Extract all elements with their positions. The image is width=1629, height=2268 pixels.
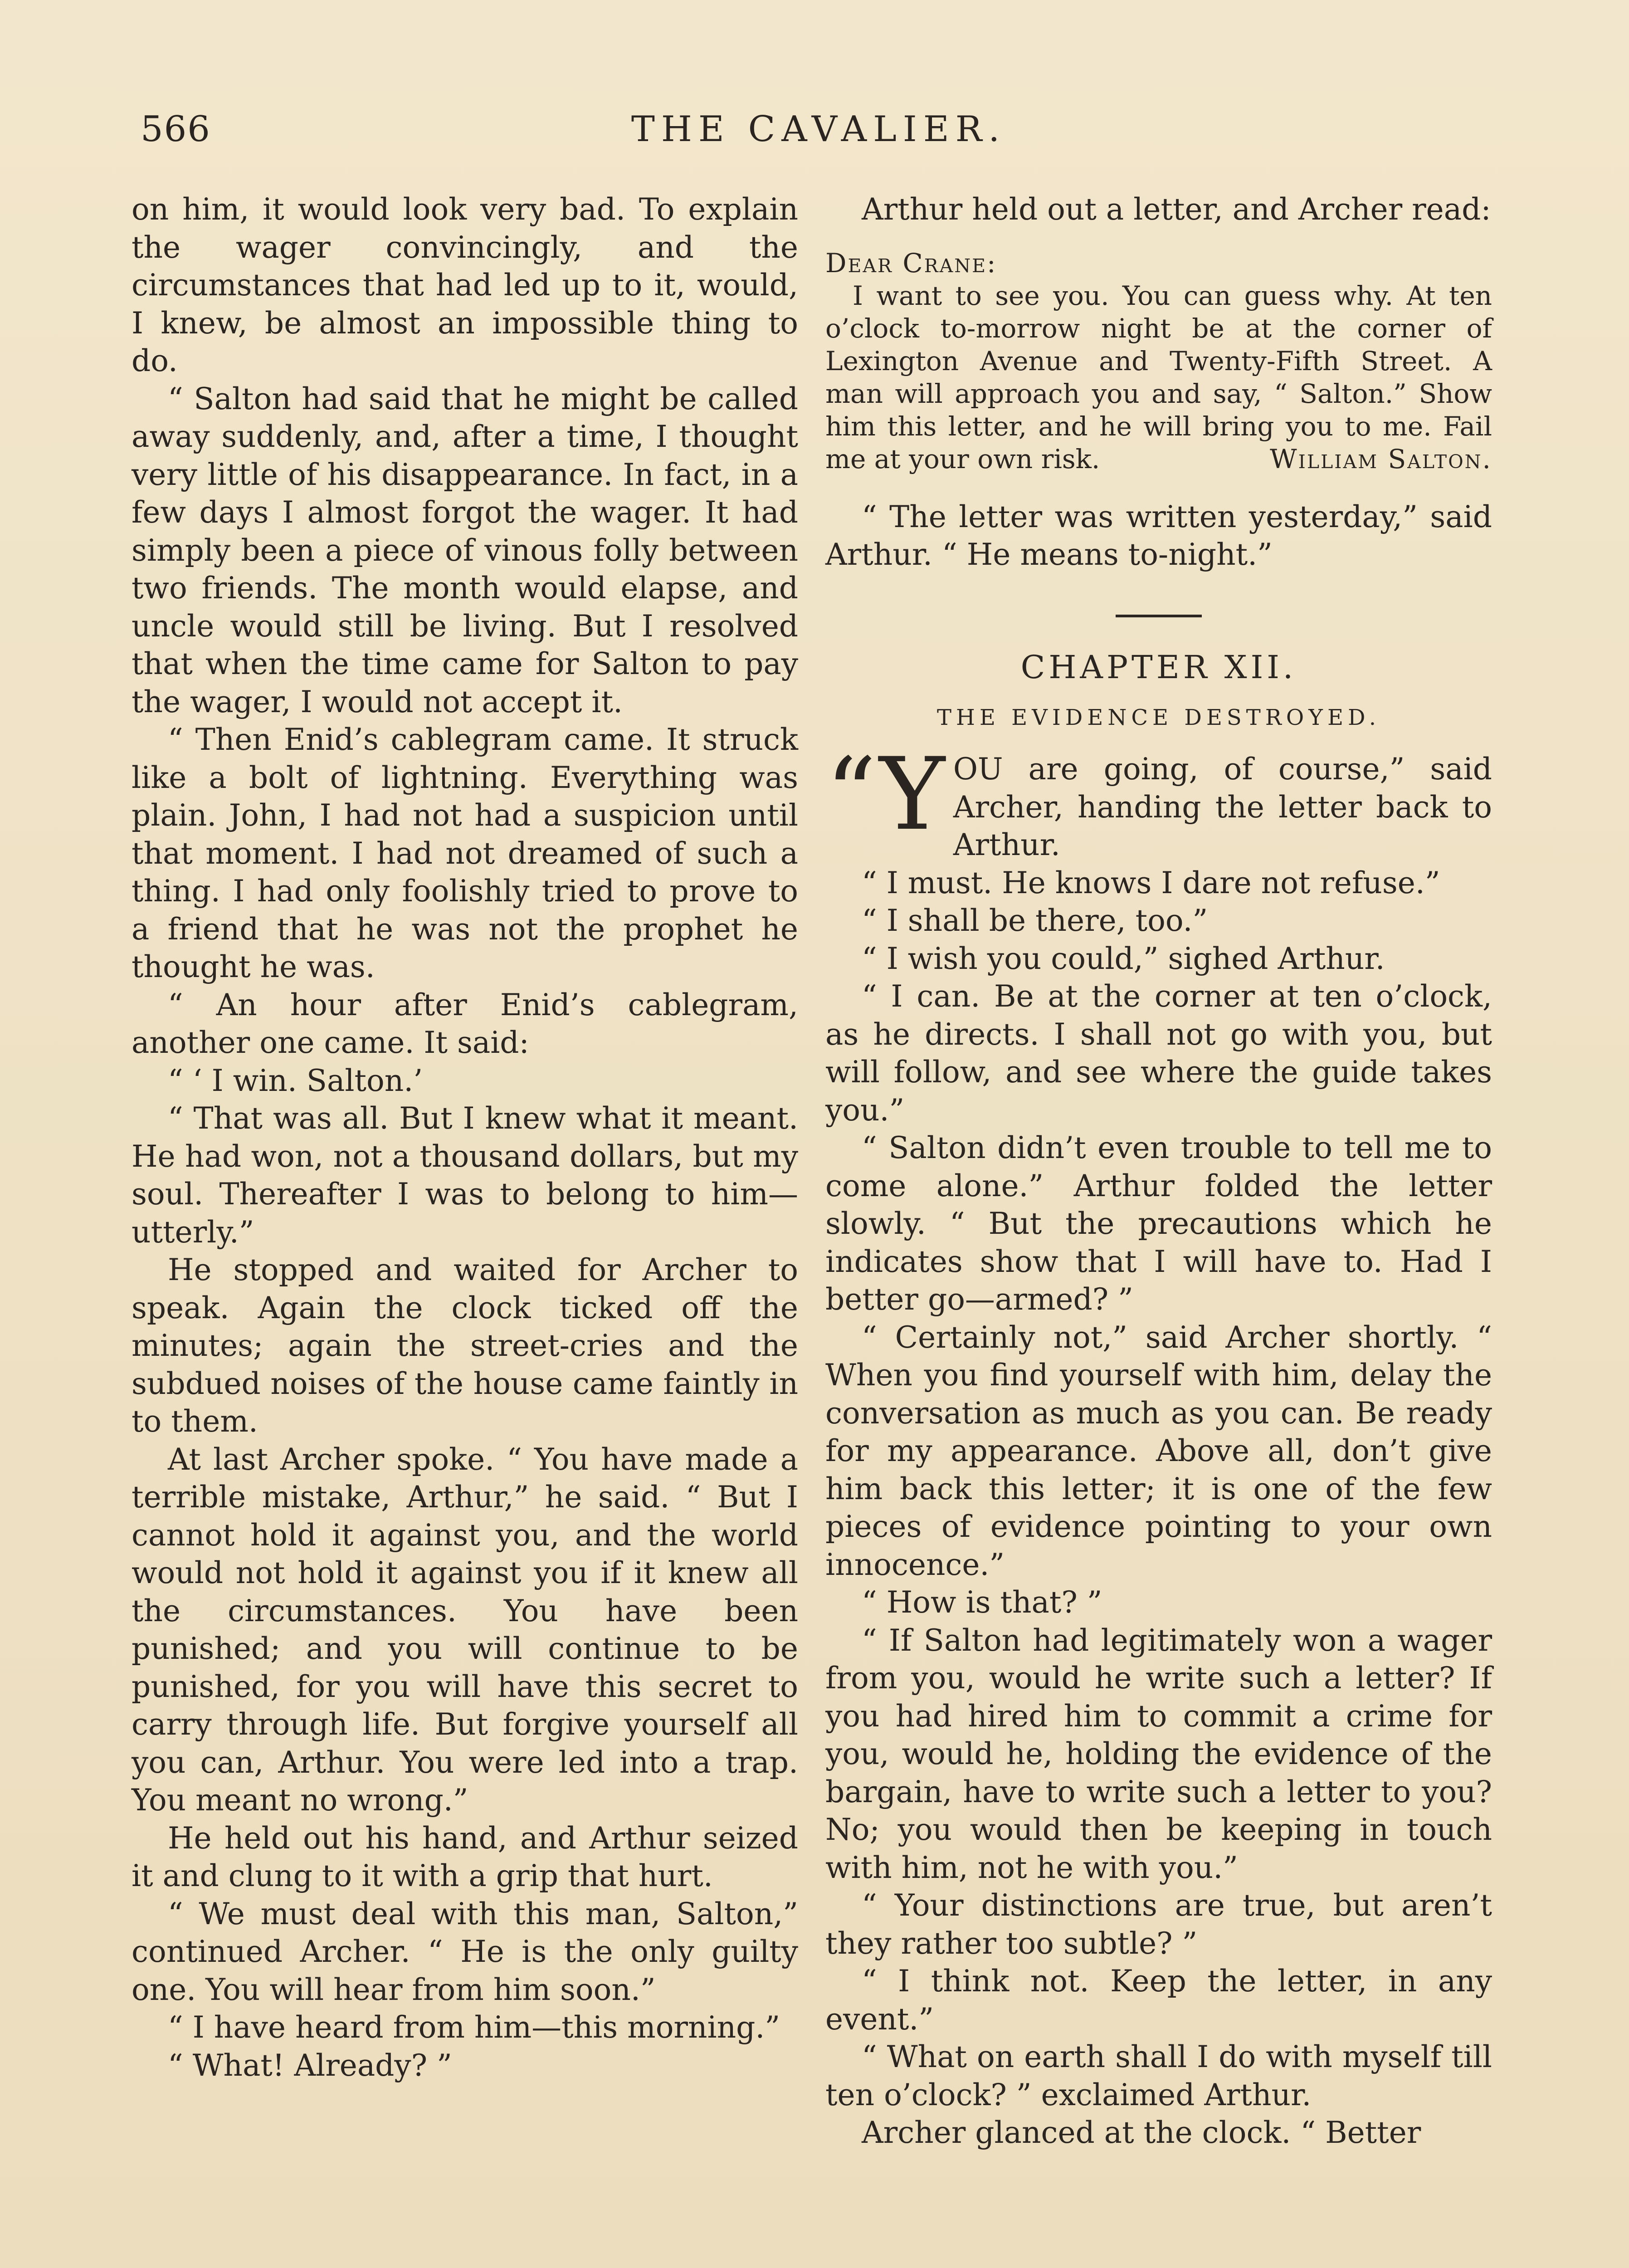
page-number: 566 bbox=[141, 109, 211, 150]
drop-cap: “Y bbox=[825, 736, 945, 852]
paragraph: “ Certainly not,” said Archer shortly. “ When you find yourself with him, delay the conversation as much as you can. Be ready for my appearance. Above all, don’t give him back this letter; it is one of the few pieces of evidence pointing to your own innocence.” bbox=[825, 1320, 1492, 1582]
paragraph: He held out his hand, and Arthur seized it and clung to it with a grip that hurt. bbox=[132, 1820, 798, 1893]
paragraph: He stopped and waited for Archer to speak. Again the clock ticked off the minutes; again the street-cries and the subdued noises of the house came faintly in to them. bbox=[132, 1252, 798, 1439]
letter-block bbox=[825, 247, 1492, 475]
chapter-subtitle: THE EVIDENCE DESTROYED. bbox=[936, 704, 1381, 730]
paragraph: “ Salton didn’t even trouble to tell me to come alone.” Arthur folded the letter slowly. “ But the precautions which he indicates show that I will have to. Had I better go—armed? ” bbox=[825, 1130, 1492, 1317]
paragraph: “ If Salton had legitimately won a wager from you, would he write such a letter? If you had hired him to commit a crime for you, would he, holding the evidence of the bargain, have to write such a letter to you? No; you would then be keeping in touch with him, not he with you.” bbox=[825, 1623, 1492, 1885]
paragraph: “ What! Already? ” bbox=[168, 2048, 452, 2083]
chapter-opening bbox=[825, 736, 1492, 864]
running-title: THE CAVALIER. bbox=[631, 109, 1006, 150]
paragraph: “ I shall be there, too.” bbox=[862, 903, 1208, 938]
paragraph: “ We must deal with this man, Salton,” continued Archer. “ He is the only guilty one. You will hear from him soon.” bbox=[132, 1896, 798, 2007]
letter-salutation: Dear Crane: bbox=[825, 247, 997, 279]
paragraph: on him, it would look very bad. To explain the wager convincingly, and the circumstances that had led up to it, would, I knew, be almost an impossible thing to do. bbox=[132, 192, 798, 378]
paragraph: OU are going, of course,” said Archer, handing the letter back to Arthur. bbox=[953, 752, 1492, 862]
section-divider bbox=[1116, 615, 1202, 617]
paragraph: “ An hour after Enid’s cablegram, another one came. It said: bbox=[132, 987, 798, 1060]
right-column bbox=[825, 191, 1492, 2152]
chapter-heading: CHAPTER XII. bbox=[1020, 648, 1297, 686]
page-header bbox=[141, 109, 1497, 163]
paragraph: Archer glanced at the clock. “ Better bbox=[862, 2115, 1421, 2150]
paragraph: “ How is that? ” bbox=[862, 1585, 1102, 1620]
letter-body: I want to see you. You can guess why. At ten o’clock to-morrow night be at the corner of Lexington Avenue and Twenty-Fifth Street. A man will approach you and say, “ Salton.” Show him this letter, and he will bring you to me. Fail me at your own risk. bbox=[825, 280, 1492, 474]
paragraph: “ Salton had said that he might be called away suddenly, and, after a time, I thought very little of his disappearance. In fact, in a few days I almost forgot the wager. It had simply been a piece of vinous folly between two friends. The month would elapse, and uncle would still be living. But I resolved that when the time came for Salton to pay the wager, I would not accept it. bbox=[132, 381, 798, 719]
paragraph: “ That was all. But I knew what it meant. He had won, not a thousand dollars, but my soul. Thereafter I was to belong to him—utterly.” bbox=[132, 1101, 798, 1250]
paragraph: “ The letter was written yesterday,” said Arthur. “ He means to-night.” bbox=[825, 499, 1492, 572]
paragraph: Arthur held out a letter, and Archer read: bbox=[862, 192, 1491, 227]
paragraph: “ ‘ I win. Salton.’ bbox=[168, 1063, 423, 1098]
paragraph: “ I can. Be at the corner at ten o’clock, as he directs. I shall not go with you, but will follow, and see where the guide takes you.” bbox=[825, 979, 1492, 1128]
paragraph: “ What on earth shall I do with myself till ten o’clock? ” exclaimed Arthur. bbox=[825, 2039, 1492, 2112]
paragraph: “ I have heard from him—this morning.” bbox=[168, 2010, 780, 2045]
paragraph: “ I must. He knows I dare not refuse.” bbox=[862, 865, 1440, 900]
left-column bbox=[132, 191, 798, 2084]
letter-signature: William Salton. bbox=[1270, 443, 1492, 474]
paragraph: “ I think not. Keep the letter, in any event.” bbox=[825, 1964, 1492, 2037]
paragraph: “ Then Enid’s cablegram came. It struck like a bolt of lightning. Everything was plain. John, I had not had a suspicion until that moment. I had not dreamed of such a thing. I had only foolishly tried to prove to a friend that he was not the prophet he thought he was. bbox=[132, 722, 798, 984]
paragraph: At last Archer spoke. “ You have made a terrible mistake, Arthur,” he said. “ But I cannot hold it against you, and the world would not hold it against you if it knew all the circumstances. You have been punished; and you will continue to be punished, for you will have this secret to carry through life. But forgive yourself all you can, Arthur. You were led into a trap. You meant no wrong.” bbox=[132, 1442, 798, 1818]
paragraph: “ Your distinctions are true, but aren’t they rather too subtle? ” bbox=[825, 1888, 1492, 1961]
paragraph: “ I wish you could,” sighed Arthur. bbox=[862, 941, 1385, 976]
